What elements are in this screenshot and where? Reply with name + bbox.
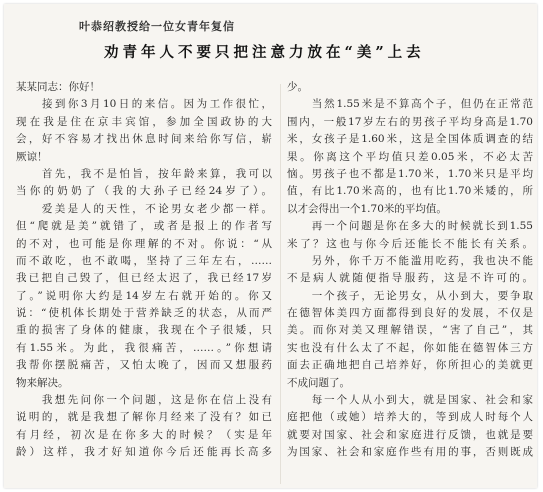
text-line: 的不对，也可能是你理解的不对。你说：“从 xyxy=(16,237,272,250)
scanned-page xyxy=(4,4,537,488)
text-line: 恼。男孩子也不都是1.70米，1.70米只是平均 xyxy=(287,167,533,180)
text-line: 美。而你对美又理解错误，“害了自己”，其 xyxy=(287,324,533,337)
right-column xyxy=(287,79,533,462)
left-column xyxy=(16,79,272,462)
text-line: 少。 xyxy=(287,81,308,93)
text-line: 为国家、社会和家庭作些有用的事，否则既成 xyxy=(287,446,533,459)
text-line: 接到你3月10日的来信。因为工作很忙， xyxy=(16,98,272,111)
text-line: 当你的奶奶了（我的大孙子已经24岁了）。 xyxy=(16,185,272,198)
text-line: 当然1.55米是不算高个子，但仍在正常范 xyxy=(287,98,533,111)
text-line: 爱美是人的天性，不论男女老少都一样。 xyxy=(16,202,272,215)
text-line: 我帮你摆脱痛苦，又怕太晚了，因而又想服药 xyxy=(16,359,272,372)
text-line: 实也没有什么太了不起，你如能在德智体三方 xyxy=(287,341,533,354)
article-kicker: 叶恭绍教授给一位女青年复信 xyxy=(79,20,235,33)
text-line: 首先，我不是怕旨，按年龄来算，我可以 xyxy=(16,167,272,180)
text-line: 了。”说明你大约是14岁左右就开始的。你又 xyxy=(16,289,272,302)
text-line: 物来解决。 xyxy=(16,376,69,389)
text-line: 面去正确地把自己培养好，你所担心的美就更 xyxy=(287,359,533,372)
text-line: 不是病人就随便指导服药，这是不许可的。 xyxy=(287,272,533,285)
text-line: 一个孩子，无论男女，从小到大，要争取 xyxy=(287,289,533,302)
text-line: 有1.55米。为此，我很痛苦，……。”你想请 xyxy=(16,341,272,354)
text-line: 庭把他（或她）培养大的，等到成人时每个人 xyxy=(287,411,533,424)
text-line: 就要对国家、社会和家庭进行反馈，也就是要 xyxy=(287,428,533,441)
article-headline: 劝青年人不要只把注意力放在“美”上去 xyxy=(104,44,425,61)
text-line: 米了？这也与你今后还能长不能长有关系。 xyxy=(287,237,533,250)
text-line: 围内，一般17岁左右的男孩子平均身高是1.70 xyxy=(287,115,533,128)
text-line: 值，有比1.70米高的，也有比1.70米矮的，所 xyxy=(287,185,533,198)
text-line: 再一个问题是你在多大的时候就长到1.55 xyxy=(287,220,533,233)
text-line: 以才会得出一个1.70米的平均值。 xyxy=(287,202,447,215)
text-line: 厥谅！ xyxy=(16,150,48,163)
text-line: 不成问题了。 xyxy=(287,376,350,389)
text-line: 重的损害了身体的健康，我现在个子很矮，只 xyxy=(16,324,272,337)
text-line: 果。你离这个平均值只差0.05米，不必太苦 xyxy=(287,150,533,163)
text-line: 米，女孩子是1.60米，这是全国体质调查的结 xyxy=(287,133,533,146)
column-divider xyxy=(280,84,281,484)
text-line: 每一个人从小到大，就是国家、社会和家 xyxy=(287,394,533,407)
text-line: 现在我是住在京丰宾馆，参加全国政协的大 xyxy=(16,115,272,128)
text-line: 我已把自己毁了，但已经太迟了，我已经17岁 xyxy=(16,272,272,285)
text-line: 龄）这样，我才好知道你今后还能再长高多 xyxy=(16,446,272,459)
text-line: 而不敢吃，也不敢喝，坚持了三年左右，…… xyxy=(16,254,272,267)
text-line: 说：“使机体长期处于营养缺乏的状态，从而严 xyxy=(16,307,272,320)
text-line: 某某同志：你好！ xyxy=(16,81,100,93)
text-line: 但“爬就是美”就错了，或者是报上的作者写 xyxy=(16,220,272,233)
text-line: 我想先问你一个问题，这是你在信上没有 xyxy=(16,394,272,407)
text-line: 会，好不容易才找出休息时间来给你写信，崭 xyxy=(16,133,272,146)
text-line: 有月经，初次是在你多大的时候？（实是年 xyxy=(16,428,272,441)
text-line: 另外，你千万不能滥用吃药，我也决不能 xyxy=(287,254,533,267)
text-line: 说明的，就是我想了解你月经来了没有？如已 xyxy=(16,411,272,424)
text-line: 在德智体美四方面都得到良好的发展，不仅是 xyxy=(287,307,533,320)
